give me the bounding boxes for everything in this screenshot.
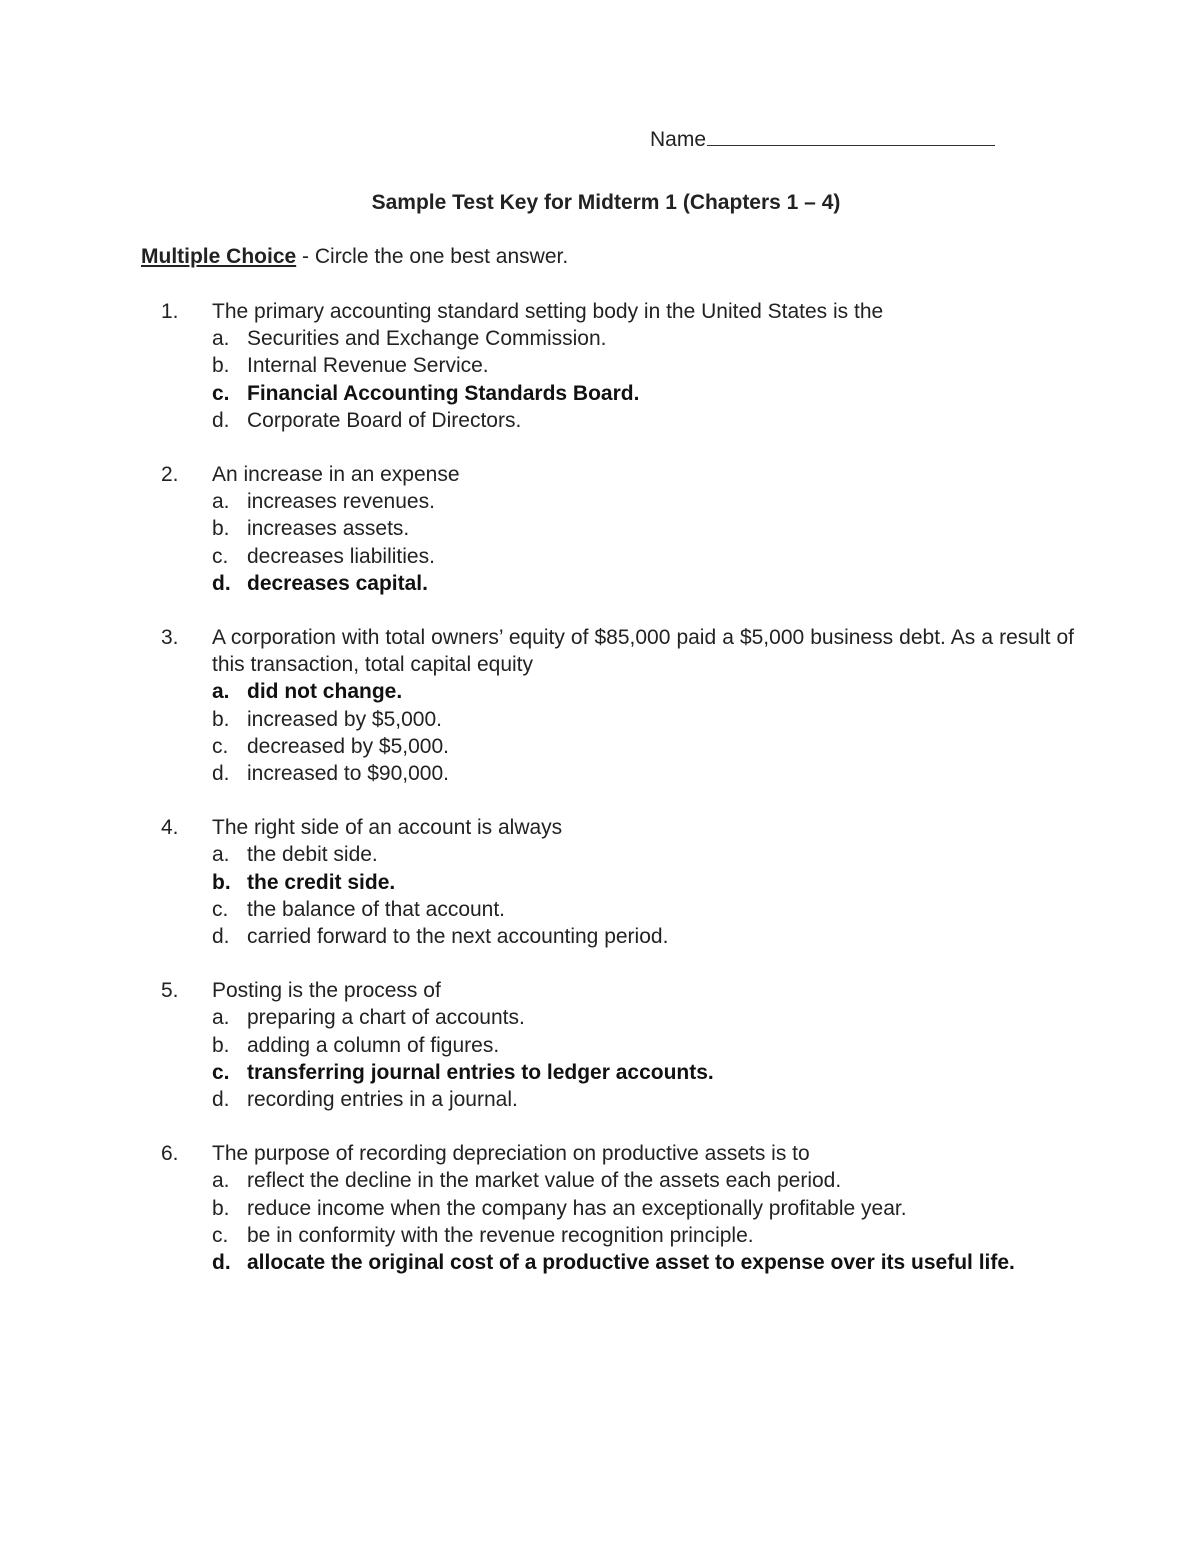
- option-text: Securities and Exchange Commission.: [247, 327, 607, 351]
- option-letter: c.: [212, 897, 229, 921]
- option-text: carried forward to the next accounting period.: [247, 925, 669, 949]
- correct-answer-option: [212, 1059, 1074, 1086]
- answer-option: [212, 760, 1074, 787]
- question-stem: A corporation with total owners’ equity of $85,000 paid a $5,000 business debt. As a result of this transaction, total capital equity: [212, 626, 1074, 677]
- question-item: [0, 1140, 1200, 1276]
- answer-options: [0, 841, 1200, 950]
- answer-option: [212, 325, 1074, 352]
- option-letter: b.: [212, 1196, 230, 1220]
- option-text: Corporate Board of Directors.: [247, 408, 522, 432]
- option-text: recording entries in a journal.: [247, 1088, 518, 1112]
- option-text: increases assets.: [247, 517, 410, 541]
- option-text: the balance of that account.: [247, 897, 506, 921]
- option-text: be in conformity with the revenue recognition principle.: [247, 1223, 754, 1247]
- correct-answer-option: [212, 380, 1074, 407]
- option-letter: a.: [212, 1169, 230, 1193]
- question-list: [0, 298, 1200, 1303]
- option-text: the credit side.: [247, 870, 396, 894]
- question-item: [0, 814, 1200, 950]
- option-text: did not change.: [247, 680, 403, 704]
- question-number: 4.: [161, 816, 179, 840]
- option-text: adding a column of figures.: [247, 1033, 500, 1057]
- question-number: 3.: [161, 626, 179, 650]
- name-label: Name: [650, 128, 707, 151]
- option-letter: a.: [212, 490, 230, 514]
- answer-option: [212, 515, 1074, 542]
- answer-option: [212, 1032, 1074, 1059]
- option-letter: a.: [212, 1006, 230, 1030]
- answer-options: [0, 1004, 1200, 1113]
- option-letter: c.: [212, 1060, 230, 1084]
- answer-option: [212, 923, 1074, 950]
- instructions-separator: -: [296, 245, 315, 268]
- option-letter: b.: [212, 517, 230, 541]
- instructions: [141, 245, 568, 269]
- option-letter: a.: [212, 680, 230, 704]
- option-letter: b.: [212, 354, 230, 378]
- option-letter: d.: [212, 408, 230, 432]
- option-letter: a.: [212, 327, 230, 351]
- option-text: the debit side.: [247, 843, 378, 867]
- correct-answer-option: [212, 678, 1074, 705]
- answer-options: [0, 1167, 1200, 1276]
- answer-option: [212, 352, 1074, 379]
- option-text: decreases liabilities.: [247, 544, 435, 568]
- option-letter: d.: [212, 1088, 230, 1112]
- option-letter: b.: [212, 870, 231, 894]
- instructions-text: Circle the one best answer.: [314, 245, 569, 268]
- question-item: [0, 461, 1200, 597]
- answer-option: [212, 407, 1074, 434]
- answer-option: [212, 841, 1074, 868]
- option-text: transferring journal entries to ledger accounts.: [247, 1060, 714, 1084]
- option-letter: b.: [212, 1033, 230, 1057]
- answer-option: [212, 1167, 1074, 1194]
- correct-answer-option: [212, 1249, 1074, 1276]
- question-item: [0, 298, 1200, 434]
- question-stem: An increase in an expense: [212, 463, 460, 487]
- question-number: 2.: [161, 463, 179, 487]
- option-text: increases revenues.: [247, 490, 435, 514]
- name-field: [650, 128, 995, 152]
- option-text: Financial Accounting Standards Board.: [247, 381, 640, 405]
- option-text: reflect the decline in the market value of the assets each period.: [247, 1169, 842, 1193]
- option-letter: d.: [212, 925, 230, 949]
- correct-answer-option: [212, 570, 1074, 597]
- answer-options: [0, 325, 1200, 434]
- answer-option: [212, 1004, 1074, 1031]
- name-blank-line: [707, 129, 995, 146]
- correct-answer-option: [212, 869, 1074, 896]
- option-letter: d.: [212, 762, 230, 786]
- question-number: 1.: [161, 300, 179, 323]
- option-letter: b.: [212, 707, 230, 731]
- question-stem: The right side of an account is always: [212, 816, 563, 840]
- option-letter: c.: [212, 381, 230, 405]
- answer-options: [0, 488, 1200, 597]
- question-stem: The purpose of recording depreciation on productive assets is to: [212, 1142, 810, 1166]
- answer-option: [212, 706, 1074, 733]
- answer-option: [212, 896, 1074, 923]
- option-letter: d.: [212, 1251, 231, 1275]
- option-text: reduce income when the company has an exceptionally profitable year.: [247, 1196, 907, 1220]
- option-letter: d.: [212, 571, 231, 595]
- option-text: allocate the original cost of a productive asset to expense over its useful life.: [247, 1251, 1015, 1275]
- answer-option: [212, 1195, 1074, 1222]
- question-stem: The primary accounting standard setting body in the United States is the: [212, 300, 884, 323]
- option-letter: a.: [212, 843, 230, 867]
- option-text: decreased by $5,000.: [247, 734, 449, 758]
- answer-option: [212, 543, 1074, 570]
- option-letter: c.: [212, 1223, 229, 1247]
- option-letter: c.: [212, 734, 229, 758]
- answer-option: [212, 733, 1074, 760]
- page-title: Sample Test Key for Midterm 1 (Chapters 1 – 4): [371, 191, 841, 214]
- option-letter: c.: [212, 544, 229, 568]
- option-text: increased by $5,000.: [247, 707, 442, 731]
- answer-options: [0, 678, 1200, 787]
- question-stem: Posting is the process of: [212, 979, 441, 1003]
- question-number: 5.: [161, 979, 179, 1003]
- option-text: decreases capital.: [247, 571, 428, 595]
- answer-option: [212, 488, 1074, 515]
- answer-option: [212, 1086, 1074, 1113]
- option-text: Internal Revenue Service.: [247, 354, 489, 378]
- option-text: increased to $90,000.: [247, 762, 449, 786]
- answer-option: [212, 1222, 1074, 1249]
- option-text: preparing a chart of accounts.: [247, 1006, 525, 1030]
- section-label: Multiple Choice: [141, 245, 297, 268]
- question-item: [0, 624, 1200, 787]
- question-item: [0, 977, 1200, 1113]
- question-number: 6.: [161, 1142, 179, 1166]
